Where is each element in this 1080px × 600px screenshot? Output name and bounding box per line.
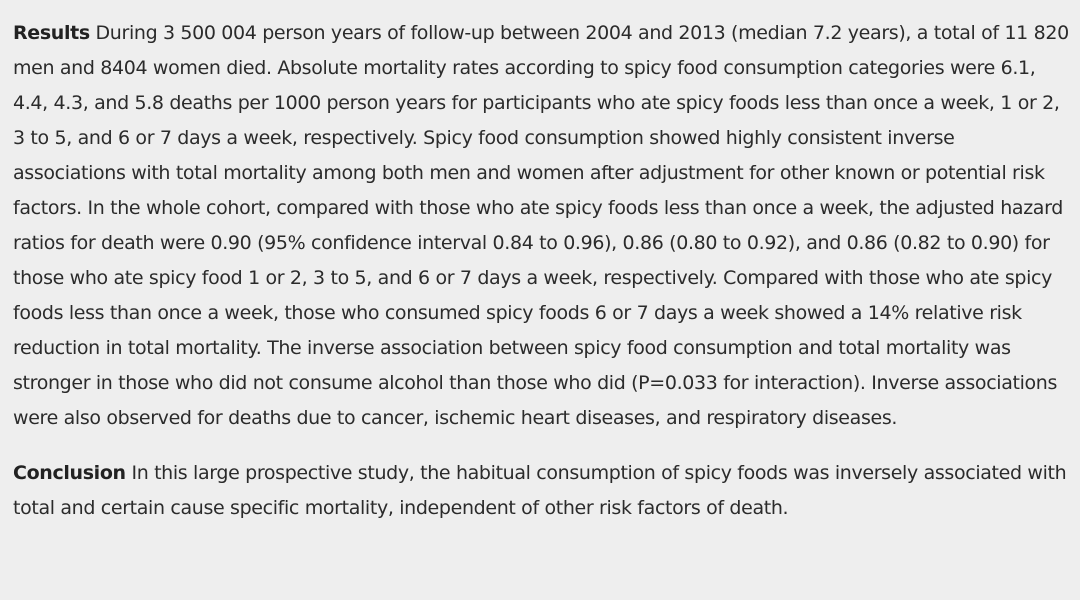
results-text: During 3 500 004 person years of follow-up between 2004 and 2013 (median 7.2 years), a total of 11 820 men and 8404 women died. Absolute mortality rates according to spicy food consumption categories were 6.1, 4.4, 4.3, and 5.8 deaths per 1000 person years for participants who ate spicy foods less than once a week, 1 or 2, 3 to 5, and 6 or 7 days a week, respectively. Spicy food consumption showed highly consistent inverse associations with total mortality among both men and women after adjustment for other known or potential risk factors. In the whole cohort, compared with those who ate spicy foods less than once a week, the adjusted hazard ratios for death were 0.90 (95% confidence interval 0.84 to 0.96), 0.86 (0.80 to 0.92), and 0.86 (0.82 to 0.90) for those who ate spicy food 1 or 2, 3 to 5, and 6 or 7 days a week, respectively. Compared with those who ate spicy foods less than once a week, those who consumed spicy foods 6 or 7 days a week showed a 14% relative risk reduction in total mortality. The inverse association between spicy food consumption and total mortality was stronger in those who did not consume alcohol than those who did (P=0.033 for interaction). Inverse associations were also observed for deaths due to cancer, ischemic heart diseases, and respiratory diseases. (13, 22, 1069, 429)
results-label: Results (13, 22, 90, 44)
abstract-body (13, 16, 1071, 526)
conclusion-paragraph (13, 456, 1071, 526)
results-paragraph (13, 16, 1071, 436)
conclusion-label: Conclusion (13, 462, 126, 484)
conclusion-text: In this large prospective study, the habitual consumption of spicy foods was inversely associated with total and certain cause specific mortality, independent of other risk factors of death. (13, 462, 1067, 519)
